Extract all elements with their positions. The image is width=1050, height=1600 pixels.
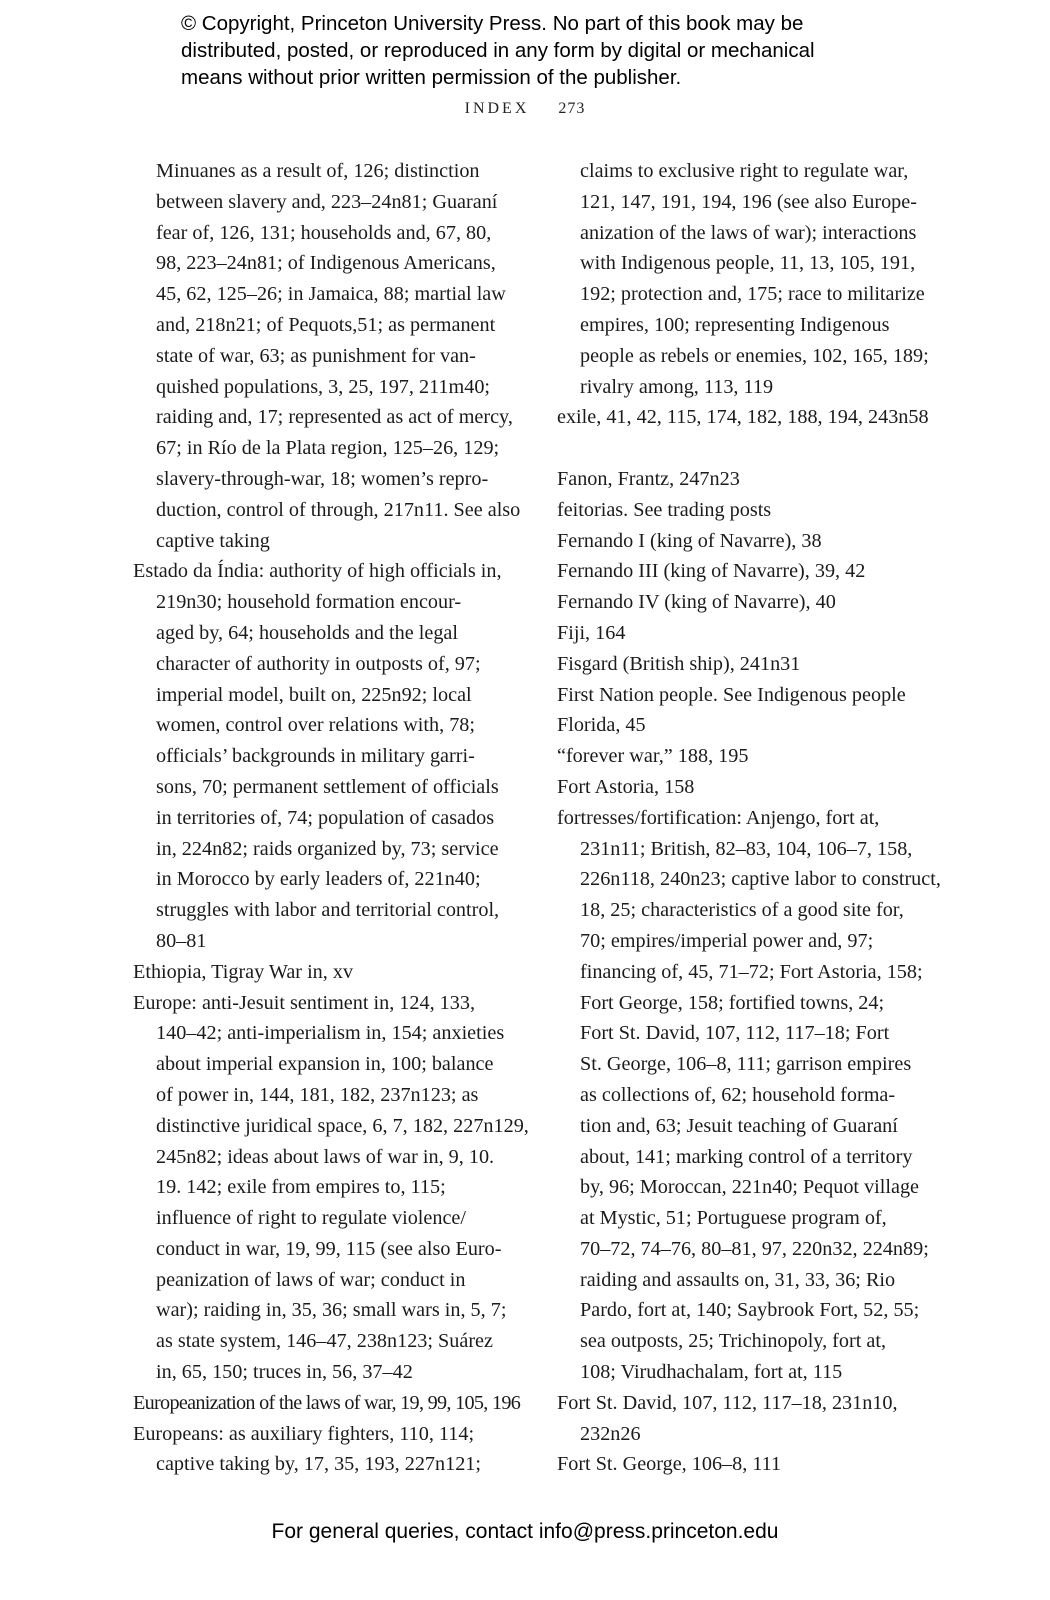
index-line: between slavery and, 223–24n81; Guaraní — [156, 190, 498, 213]
index-line: St. George, 106–8, 111; garrison empires — [580, 1053, 912, 1076]
index-line: slavery-through-war, 18; women’s repro- — [156, 467, 489, 490]
index-line: aged by, 64; households and the legal — [156, 621, 458, 644]
index-line: conduct in war, 19, 99, 115 (see also Euro- — [156, 1237, 502, 1260]
index-entry — [557, 556, 939, 587]
index-line: exile, 41, 42, 115, 174, 182, 188, 194, 243n58 — [557, 406, 929, 429]
index-letter-gap — [557, 433, 939, 464]
index-line: imperial model, built on, 225n92; local — [156, 683, 472, 706]
section-title: INDEX — [464, 100, 530, 117]
index-line: Minuanes as a result of, 126; distinction — [156, 160, 480, 182]
index-line: Estado da Índia: authority of high officials in, — [133, 560, 502, 583]
index-entry — [557, 710, 939, 741]
index-line: in Morocco by early leaders of, 221n40; — [156, 868, 481, 891]
index-line: Fernando I (king of Navarre), 38 — [557, 529, 822, 552]
index-line: sea outposts, 25; Trichinopoly, fort at, — [580, 1330, 886, 1353]
index-line: Fiji, 164 — [557, 621, 626, 644]
index-line: in, 65, 150; truces in, 56, 37–42 — [156, 1361, 413, 1384]
index-line: war); raiding in, 35, 36; small wars in, 5, 7; — [156, 1299, 507, 1322]
index-line: 70; empires/imperial power and, 97; — [580, 929, 874, 952]
running-head — [0, 100, 1050, 118]
index-line: at Mystic, 51; Portuguese program of, — [580, 1207, 887, 1230]
index-entry — [133, 556, 515, 956]
index-entry-continued — [133, 156, 521, 556]
index-line: 231n11; British, 82–83, 104, 106–7, 158, — [580, 837, 913, 860]
index-line: 98, 223–24n81; of Indigenous Americans, — [156, 252, 496, 275]
index-entry — [557, 526, 939, 557]
index-line: Ethiopia, Tigray War in, xv — [133, 960, 354, 983]
index-line: quished populations, 3, 25, 197, 211m40; — [156, 375, 491, 398]
index-line: Florida, 45 — [557, 714, 646, 737]
footer-contact: For general queries, contact info@press.princeton.edu — [271, 1520, 779, 1543]
index-line: Fort St. David, 107, 112, 117–18, 231n10, — [557, 1391, 898, 1414]
index-line: fear of, 126, 131; households and, 67, 80, — [156, 221, 492, 244]
index-line: Fernando III (king of Navarre), 39, 42 — [557, 560, 866, 583]
index-line: tion and, 63; Jesuit teaching of Guaraní — [580, 1114, 898, 1137]
index-line: 80–81 — [156, 929, 207, 952]
index-line: in, 224n82; raids organized by, 73; service — [156, 837, 499, 860]
index-line: 232n26 — [580, 1422, 641, 1445]
index-line: state of war, 63; as punishment for van- — [156, 344, 476, 367]
index-line: sons, 70; permanent settlement of officials — [156, 775, 499, 798]
copyright-line: distributed, posted, or reproduced in any form by digital or mechanical — [181, 39, 815, 62]
index-line: influence of right to regulate violence/ — [156, 1207, 466, 1230]
index-line: captive taking by, 17, 35, 193, 227n121; — [156, 1453, 482, 1476]
index-entry — [133, 988, 529, 1388]
index-line: 67; in Río de la Plata region, 125–26, 129; — [156, 437, 500, 460]
index-line: about, 141; marking control of a territory — [580, 1145, 913, 1168]
index-line: Europeans: as auxiliary fighters, 110, 114; — [133, 1422, 475, 1445]
index-line: raiding and, 17; represented as act of mercy, — [156, 406, 513, 429]
index-entry — [557, 1388, 939, 1450]
index-line: Fort St. George, 106–8, 111 — [557, 1453, 782, 1476]
index-line: and, 218n21; of Pequots,51; as permanent — [156, 313, 496, 336]
index-line: empires, 100; representing Indigenous — [580, 313, 890, 336]
index-entry — [557, 495, 939, 526]
index-line: distinctive juridical space, 6, 7, 182, 227n129, — [156, 1114, 529, 1137]
index-entry — [557, 680, 939, 711]
index-line: in territories of, 74; population of casados — [156, 806, 495, 829]
index-entry — [557, 803, 939, 1388]
index-line: people as rebels or enemies, 102, 165, 189; — [580, 344, 929, 367]
index-line: fortresses/fortification: Anjengo, fort at, — [557, 806, 880, 829]
index-line: Pardo, fort at, 140; Saybrook Fort, 52, 55; — [580, 1299, 920, 1322]
index-line: Europe: anti-Jesuit sentiment in, 124, 133, — [133, 991, 476, 1014]
copyright-line: means without prior written permission of the publisher. — [181, 66, 682, 89]
index-line: Fort St. David, 107, 112, 117–18; Fort — [580, 1022, 890, 1045]
index-line: raiding and assaults on, 31, 33, 36; Rio — [580, 1268, 896, 1291]
index-line: 108; Virudhachalam, fort at, 115 — [580, 1361, 843, 1384]
index-line: anization of the laws of war); interactions — [580, 221, 917, 244]
index-line: 19. 142; exile from empires to, 115; — [156, 1176, 446, 1199]
index-entry — [133, 1419, 515, 1481]
index-entry — [557, 741, 939, 772]
index-line: Fanon, Frantz, 247n23 — [557, 467, 740, 490]
index-column-left — [133, 156, 529, 1480]
index-line: 70–72, 74–76, 80–81, 97, 220n32, 224n89; — [580, 1237, 929, 1260]
index-line: about imperial expansion in, 100; balance — [156, 1053, 494, 1076]
index-entry-continued — [557, 156, 939, 402]
index-line: Fort Astoria, 158 — [557, 775, 695, 798]
index-entry — [557, 772, 939, 803]
copyright-notice — [181, 10, 961, 91]
index-line: with Indigenous people, 11, 13, 105, 191, — [580, 252, 916, 275]
page-number: 273 — [558, 100, 586, 117]
index-line: duction, control of through, 217n11. See also — [156, 498, 521, 521]
index-line: 219n30; household formation encour- — [156, 591, 462, 614]
index-line: financing of, 45, 71–72; Fort Astoria, 158; — [580, 960, 923, 983]
index-line: Fisgard (British ship), 241n31 — [557, 652, 801, 675]
index-entry — [557, 618, 939, 649]
index-line: as state system, 146–47, 238n123; Suárez — [156, 1330, 493, 1353]
index-entry — [557, 1449, 939, 1480]
index-line: Fort George, 158; fortified towns, 24; — [580, 991, 885, 1014]
index-entry — [133, 1388, 521, 1419]
index-line: 18, 25; characteristics of a good site for, — [580, 899, 904, 922]
index-line: struggles with labor and territorial control, — [156, 899, 500, 922]
index-line: 45, 62, 125–26; in Jamaica, 88; martial law — [156, 283, 506, 306]
index-line: as collections of, 62; household forma- — [580, 1083, 896, 1106]
index-line: 226n118, 240n23; captive labor to construct, — [580, 868, 941, 891]
index-line: women, control over relations with, 78; — [156, 714, 476, 737]
index-line: feitorias. See trading posts — [557, 498, 772, 521]
index-line: claims to exclusive right to regulate war, — [580, 160, 909, 182]
index-entry — [557, 587, 939, 618]
index-entry — [557, 402, 939, 433]
index-line: peanization of laws of war; conduct in — [156, 1268, 466, 1291]
index-line: officials’ backgrounds in military garri- — [156, 745, 475, 768]
index-line: 245n82; ideas about laws of war in, 9, 10. — [156, 1145, 495, 1168]
index-line: by, 96; Moroccan, 221n40; Pequot village — [580, 1176, 920, 1199]
index-line: of power in, 144, 181, 182, 237n123; as — [156, 1083, 479, 1106]
index-line: 192; protection and, 175; race to militarize — [580, 283, 925, 306]
index-line: 121, 147, 191, 194, 196 (see also Europe- — [580, 190, 917, 213]
index-entry — [133, 957, 515, 988]
index-line: rivalry among, 113, 119 — [580, 375, 774, 398]
index-line: Fernando IV (king of Navarre), 40 — [557, 591, 836, 614]
index-line: Europeanization of the laws of war, 19, 99, 105, 196 — [133, 1391, 521, 1414]
index-entry — [557, 649, 939, 680]
index-entry — [557, 464, 939, 495]
index-line: First Nation people. See Indigenous people — [557, 683, 906, 706]
index-column-right — [557, 156, 939, 1480]
index-line: captive taking — [156, 529, 270, 552]
index-line: “forever war,” 188, 195 — [557, 745, 749, 768]
copyright-line: © Copyright, Princeton University Press. No part of this book may be — [181, 12, 804, 35]
index-line: character of authority in outposts of, 97; — [156, 652, 481, 675]
index-line: 140–42; anti-imperialism in, 154; anxieties — [156, 1022, 505, 1045]
